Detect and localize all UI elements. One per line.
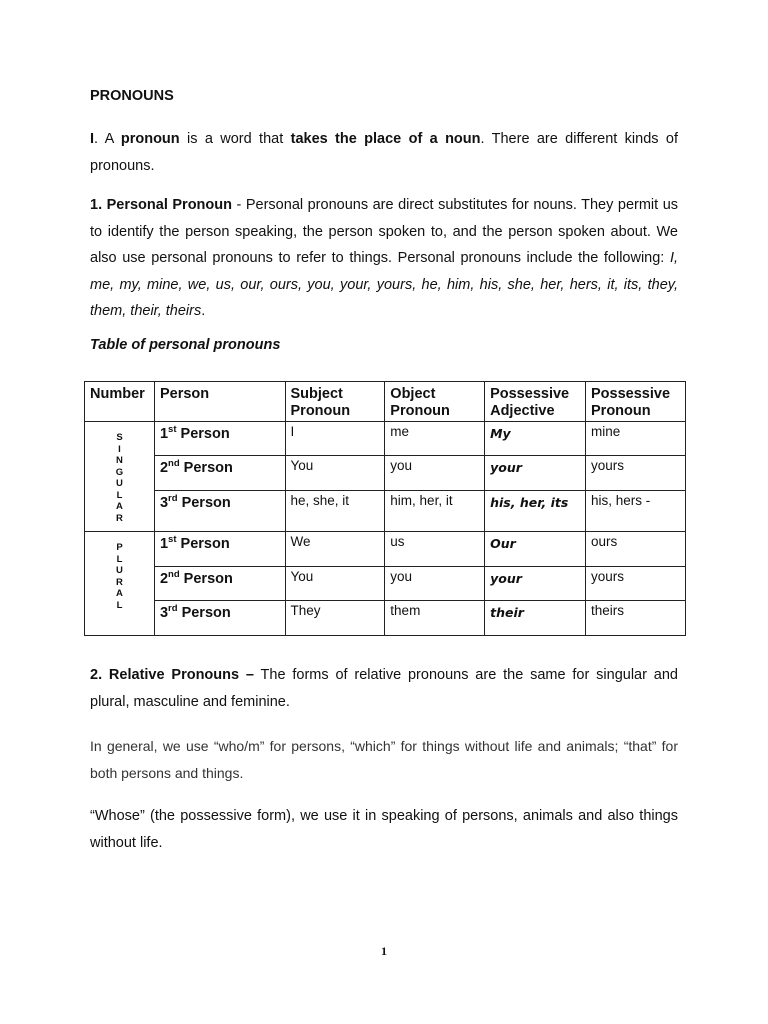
intro-paragraph (90, 126, 678, 179)
possessive-pronoun-cell: yours (586, 456, 686, 491)
singular-label (85, 422, 155, 532)
object-cell: them (385, 601, 485, 636)
ordinal-suffix: nd (168, 458, 180, 469)
object-cell: you (385, 567, 485, 601)
possessive-pronoun-cell: yours (586, 567, 686, 601)
ordinal-suffix: nd (168, 569, 180, 580)
possessive-pronoun-cell: ours (586, 532, 686, 567)
page-title: PRONOUNS (90, 88, 174, 104)
personal-pronoun-end: . (201, 303, 206, 319)
header-possessive-pronoun: Possessive Pronoun (586, 382, 686, 422)
person-cell (154, 422, 285, 456)
letter: L (116, 553, 123, 565)
ordinal: 2 (159, 459, 169, 476)
person-cell (154, 491, 285, 532)
possessive-adjective-cell: your (485, 567, 586, 601)
person-word: Person (177, 494, 231, 511)
page-number: 1 (381, 944, 387, 958)
letter: R (116, 512, 123, 524)
subject-cell: They (285, 601, 385, 636)
letter: N (116, 455, 123, 466)
personal-pronoun-table (84, 381, 686, 636)
possessive-adjective-cell: My (485, 422, 586, 456)
letter: A (116, 588, 123, 599)
ordinal-suffix: rd (168, 603, 178, 614)
subject-cell: I (285, 422, 385, 456)
person-cell (154, 456, 285, 491)
page-content (90, 88, 678, 371)
subject-cell: You (285, 567, 385, 601)
person-cell (154, 567, 285, 601)
ordinal: 3 (159, 494, 169, 511)
table-row (85, 456, 686, 491)
letter: S (116, 432, 123, 443)
relative-pronoun-paragraph (90, 662, 678, 715)
relative-pronoun-section (90, 662, 678, 856)
table-row (85, 422, 686, 456)
intro-text-3: . There are different kinds of pronouns. (90, 131, 678, 174)
possessive-pronoun-cell: mine (586, 422, 686, 456)
letter: G (115, 466, 124, 478)
intro-bold-phrase: takes the place of a noun (290, 131, 481, 147)
ordinal: 1 (159, 425, 169, 442)
object-cell: you (385, 456, 485, 491)
personal-pronoun-text: - Personal pronouns are direct substitutes for nouns. They permit us to identify the person speaking, the person spoken to, and the person spoken about. We also use personal pronouns to refer to things. Personal pronouns include the following: (90, 197, 679, 266)
object-cell: him, her, it (385, 491, 485, 532)
ordinal: 2 (159, 570, 169, 587)
letter: U (116, 478, 123, 489)
letter: A (116, 501, 123, 512)
letter: L (116, 599, 123, 611)
personal-pronoun-list: I, me, my, mine, we, us, our, ours, you, your, yours, he, him, his, she, her, hers, it, its, they, them, their, theirs (90, 250, 678, 319)
person-word: Person (179, 459, 233, 476)
intro-number: I (90, 131, 95, 147)
letter: U (116, 565, 123, 576)
letter: L (116, 489, 123, 501)
person-cell (154, 532, 285, 567)
table-row (85, 491, 686, 532)
header-subject-pronoun: Subject Pronoun (285, 382, 385, 422)
ordinal: 1 (159, 535, 169, 552)
header-possessive-adjective: Possessive Adjective (485, 382, 586, 422)
header-person: Person (154, 382, 285, 422)
object-cell: us (385, 532, 485, 567)
person-word: Person (177, 604, 231, 621)
person-word: Person (179, 570, 233, 587)
table-row (85, 567, 686, 601)
ordinal: 3 (159, 604, 169, 621)
ordinal-suffix: st (168, 424, 177, 435)
intro-text-1: . A (94, 131, 121, 147)
object-cell: me (385, 422, 485, 456)
subject-cell: You (285, 456, 385, 491)
ordinal-suffix: st (168, 534, 177, 545)
header-object-pronoun: Object Pronoun (385, 382, 485, 422)
relative-pronoun-label: 2. Relative Pronouns – (90, 667, 254, 683)
table-caption: Table of personal pronouns (90, 336, 281, 353)
person-word: Person (176, 425, 230, 442)
letter: P (116, 542, 123, 553)
possessive-adjective-cell: his, her, its (485, 491, 586, 532)
general-usage-paragraph: In general, we use “who/m” for persons, “which” for things without life and animals; “that” for both persons and things. (90, 738, 678, 781)
person-word: Person (176, 535, 230, 552)
header-number: Number (85, 382, 155, 422)
letter: R (116, 576, 123, 588)
relative-pronoun-text: The forms of relative pronouns are the same for singular and plural, masculine and feminine. (90, 667, 678, 710)
intro-bold-pronoun: pronoun (120, 131, 180, 147)
possessive-adjective-cell: their (485, 601, 586, 636)
possessive-pronoun-cell: theirs (586, 601, 686, 636)
table-row (85, 601, 686, 636)
subject-cell: he, she, it (285, 491, 385, 532)
possessive-adjective-cell: Our (485, 532, 586, 567)
personal-pronoun-label: 1. Personal Pronoun (90, 197, 232, 213)
whose-paragraph: “Whose” (the possessive form), we use it in speaking of persons, animals and also things without life. (90, 808, 678, 851)
possessive-pronoun-cell: his, hers - (586, 491, 686, 532)
intro-text-2: is a word that (179, 131, 291, 147)
subject-cell: We (285, 532, 385, 567)
table-row (85, 532, 686, 567)
plural-label (85, 532, 155, 636)
ordinal-suffix: rd (168, 493, 178, 504)
person-cell (154, 601, 285, 636)
table-header-row (85, 382, 686, 422)
possessive-adjective-cell: your (485, 456, 586, 491)
personal-pronoun-paragraph (90, 192, 678, 325)
letter: I (118, 443, 121, 455)
